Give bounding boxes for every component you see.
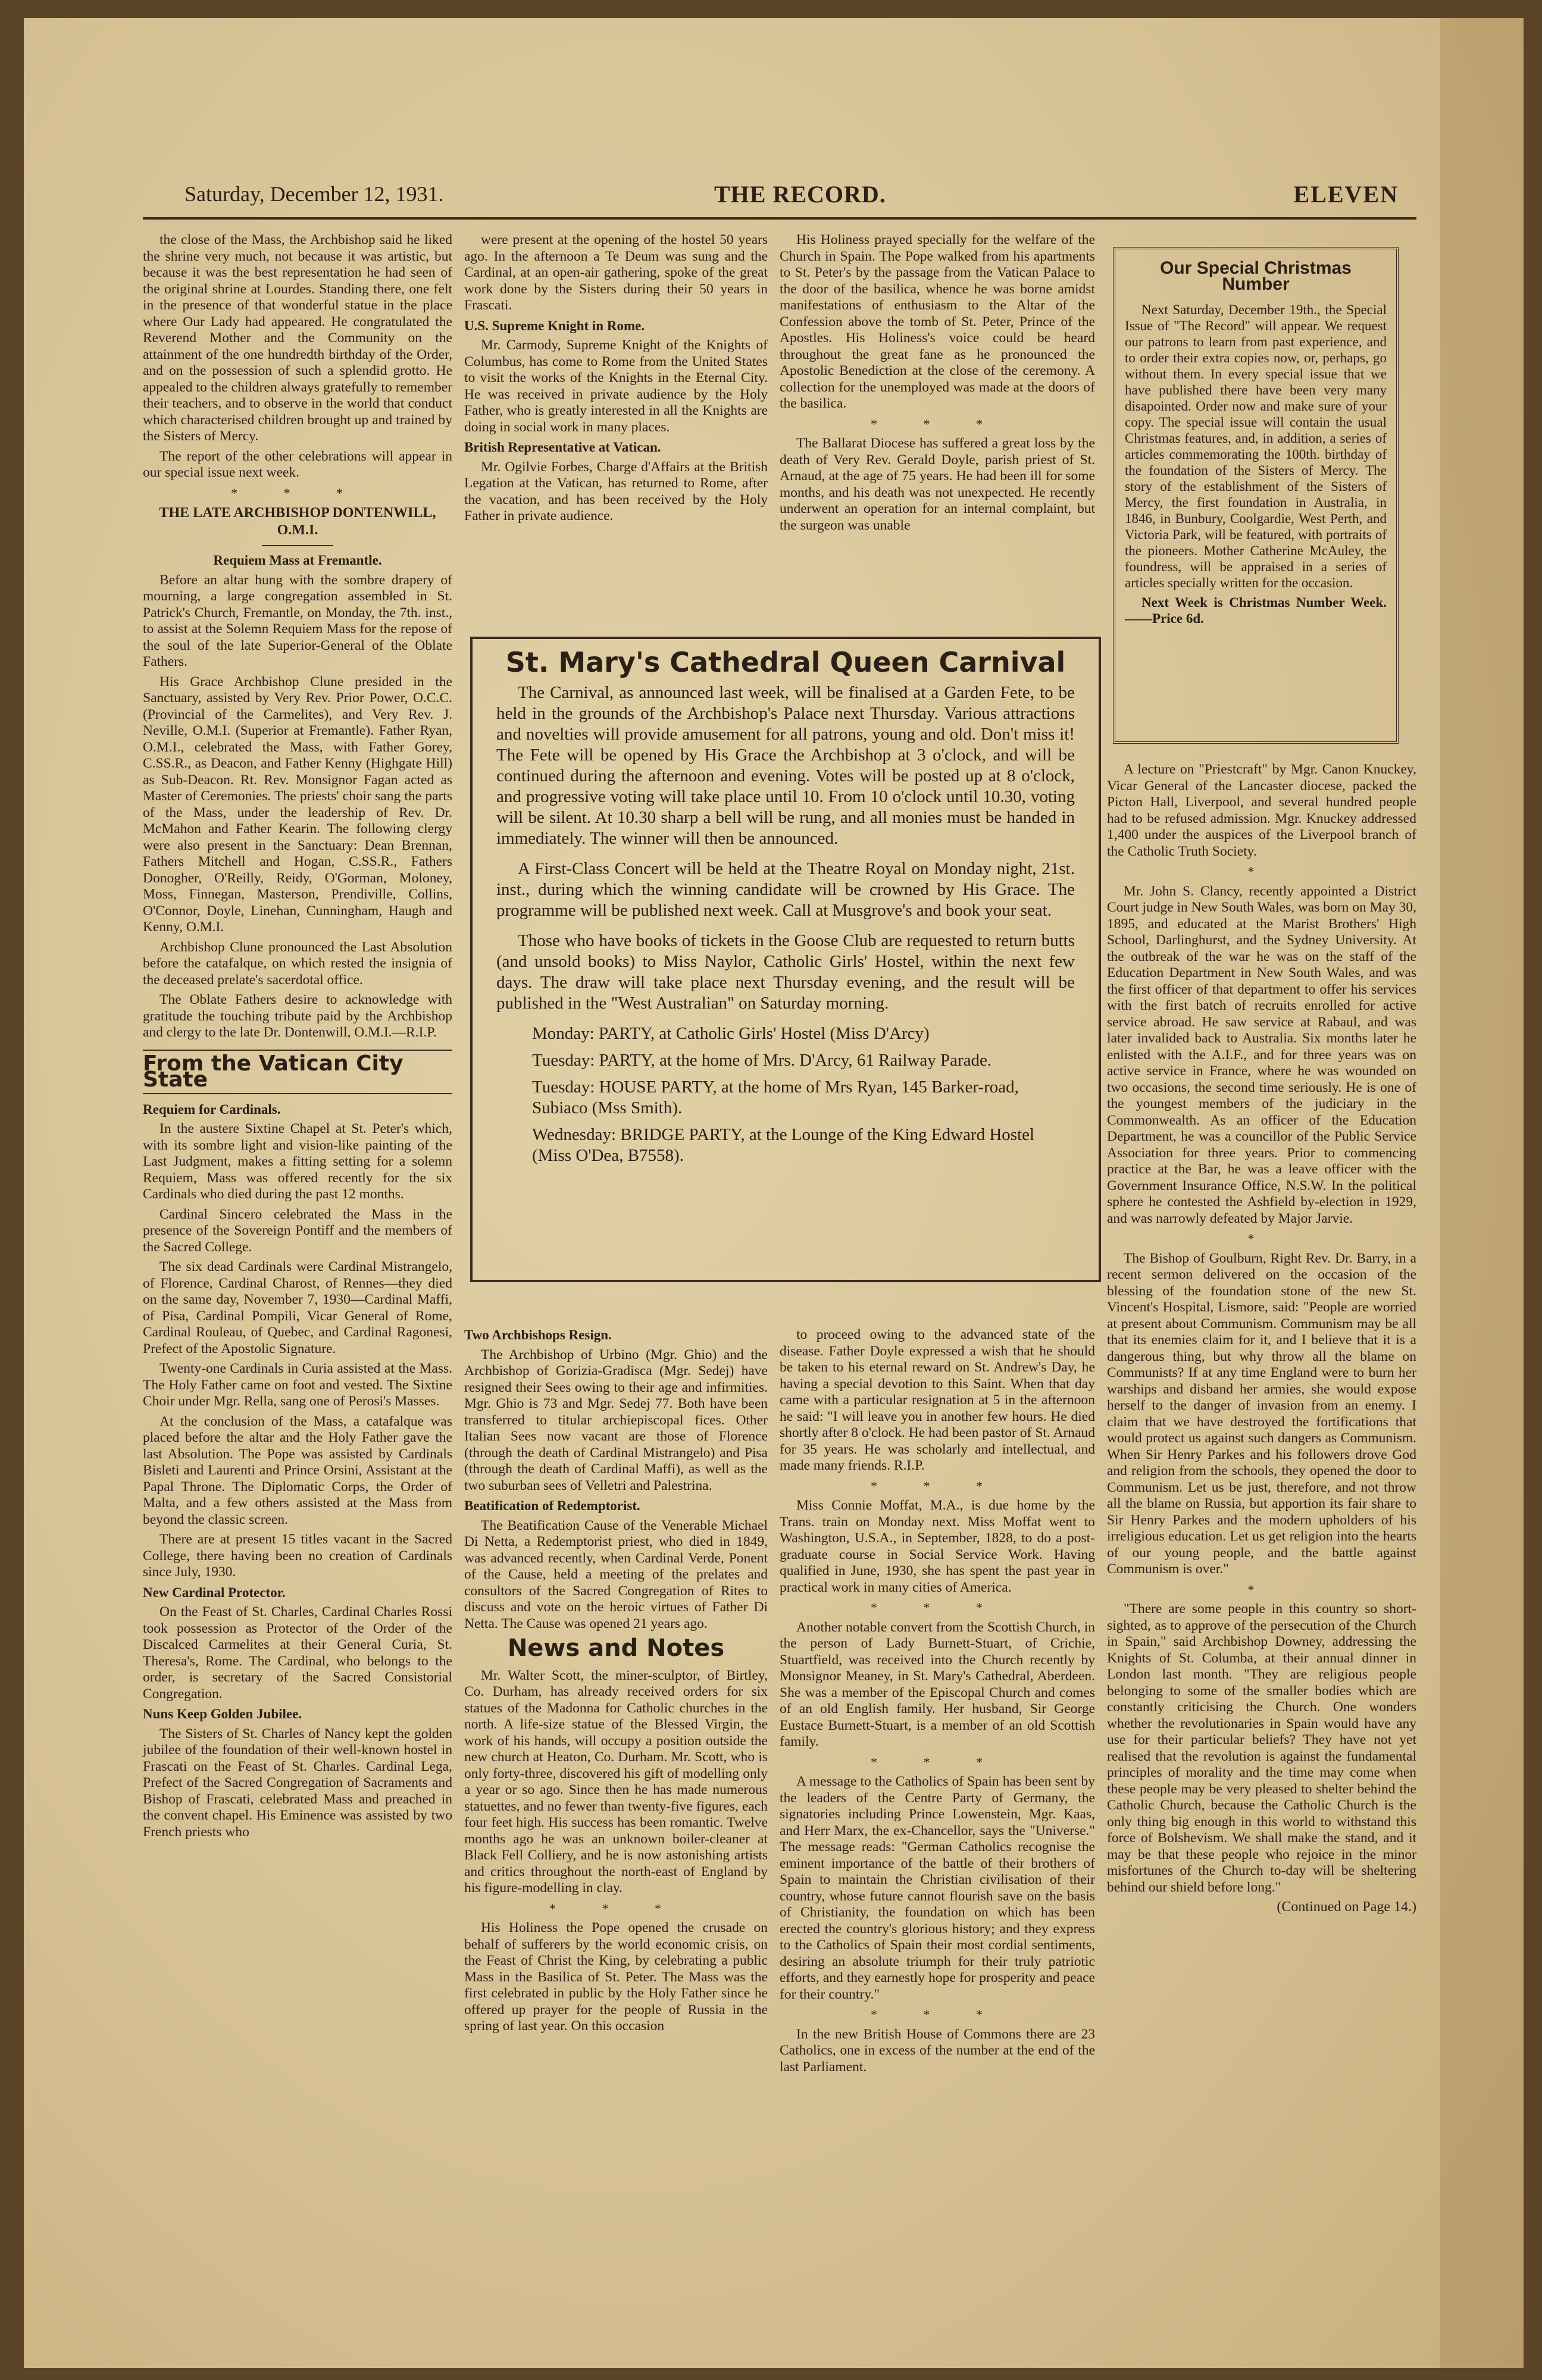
column-3-bottom — [780, 1327, 1095, 2079]
section-separator: * * * — [231, 485, 364, 500]
article-subheading: Requiem for Cardinals. — [143, 1101, 281, 1117]
section-separator: * — [1247, 1582, 1276, 1597]
article-paragraph: were present at the opening of the hostel 50 years ago. In the afternoon a Te Deum was sung and the Cardinal, at an open-air gathering, spoke of the great work done by the Sisters during their 50 years in Frascati. — [464, 232, 768, 313]
vatican-section-heading: From the Vatican City State — [143, 1050, 452, 1094]
article-heading: THE LATE ARCHBISHOP DONTENWILL, O.M.I. — [159, 505, 436, 538]
article-paragraph: A message to the Catholics of Spain has been sent by the leaders of the Centre Party of Germany, the signatories including Prince Lowenstein, Mgr. Kaas, and Herr Marx, the ex-Chancellor, says the "Universe." The message reads: "German Catholics recognise the eminent importance of the battle of their brothers of Spain to maintain the Christian civilisation of their country, whose future cannot flourish save on the basis of Christianity, the foundation on which has been erected the country's glorious history; and they express to the Catholics of Spain their most cordial sentiments, desiring an absolute triumph for their truly patriotic efforts, and they earnestly hope for prosperity and peace for their country." — [780, 1774, 1095, 2002]
article-paragraph: Twenty-one Cardinals in Curia assisted at the Mass. The Holy Father came on foot and vested. The Sixtine Choir under Mgr. Rella, sang one of Perosi's Masses. — [143, 1361, 452, 1409]
box-paragraph: Next Saturday, December 19th., the Special Issue of "The Record" will appear. We request our patrons to learn from past experience, and to order their extra copies now, or, perhaps, go without them. In every special issue that we have published there have been very many disapointed. Order now and make sure of your copy. The special issue will contain the usual Christmas features, and, in addition, a series of articles commemorating the 100th. birthday of the foundation of the Sisters of Mercy. The story of the establishment of the Sisters of Mercy, the first foundation in Australia, in 1846, in Bunbury, Coolgardie, West Perth, and Victoria Park, will be featured, with portraits of the pioneers. Mother Catherine McAuley, the foundress, will be appraised in a series of articles specially written for the occasion. — [1125, 302, 1387, 590]
article-paragraph: The report of the other celebrations will appear in our special issue next week. — [143, 448, 452, 480]
section-separator: * * * — [549, 1900, 683, 1916]
carnival-paragraph: Those who have books of tickets in the Goose Club are requested to return butts (and unsold books) to Miss Naylor, Catholic Girls' Hostel, within the next few days. The draw will take place next Thursday evening, and the result will be published in the "West Australian" on Saturday morning. — [496, 931, 1075, 1013]
masthead: THE RECORD. — [714, 181, 886, 208]
article-paragraph: The six dead Cardinals were Cardinal Mistrangelo, of Florence, Cardinal Charost, of Rennes—they died on the same day, November 7, 1930—Cardinal Maffi, of Pisa, Cardinal Pompili, Vicar General of Rome, Cardinal Rouleau, of Quebec, and Cardinal Ragonesi, Prefect of the Apostolic Signature. — [143, 1259, 452, 1357]
article-paragraph: Mr. Carmody, Supreme Knight of the Knights of Columbus, has come to Rome from the United States to visit the works of the Knights in the Eternal City. He was received in private audience by the Holy Father, who is greatly interested in all the Knights are doing in social work in many places. — [464, 337, 768, 435]
section-separator: * * * — [871, 1478, 1004, 1493]
box-title: Our Special Christmas Number — [1160, 258, 1352, 294]
page-binding-shadow — [1440, 18, 1524, 2368]
column-3-top — [780, 232, 1095, 537]
article-subheading: Requiem Mass at Fremantle. — [213, 553, 382, 568]
article-paragraph: Mr. Ogilvie Forbes, Charge d'Affairs at the British Legation at the Vatican, has returned to Rome, after the vacation, and has been received by the Holy Father in private audience. — [464, 459, 768, 524]
article-subheading: Two Archbishops Resign. — [464, 1327, 612, 1342]
page-number: ELEVEN — [1293, 181, 1399, 208]
section-separator: * — [1247, 1231, 1276, 1246]
article-paragraph: There are at present 15 titles vacant in the Sacred College, there having been no creation of Cardinals since July, 1930. — [143, 1532, 452, 1580]
continued-note: (Continued on Page 14.) — [1277, 1899, 1416, 1915]
article-paragraph: At the conclusion of the Mass, a catafalque was placed before the altar and the Holy Father gave the last Absolution. The Pope was assisted by Cardinals Bisleti and Laurenti and Prince Orsini, Assistant at the Papal Throne. The Diplomatic Corps, the Order of Malta, and a few others assisted at the Mass from beyond the classic screen. — [143, 1413, 452, 1527]
article-subheading: British Representative at Vatican. — [464, 440, 661, 455]
article-subheading: U.S. Supreme Knight in Rome. — [464, 318, 645, 333]
column-2-top — [464, 232, 768, 528]
article-subheading: Beatification of Redemptorist. — [464, 1498, 640, 1513]
article-paragraph: The Sisters of St. Charles of Nancy kept the golden jubilee of the foundation of their well-known hostel in Frascati on the Feast of St. Charles. Cardinal Lega, Prefect of the Sacred Congregation of Sacraments and Bishop of Frascati, celebrated Mass and preached in the convent chapel. His Eminence was assisted by two French priests who — [143, 1726, 452, 1840]
carnival-event: Monday: PARTY, at Catholic Girls' Hostel (Miss D'Arcy) — [532, 1024, 930, 1043]
section-separator: * * * — [871, 416, 1004, 431]
article-paragraph: His Holiness prayed specially for the welfare of the Church in Spain. The Pope walked from his apartments to St. Peter's by the passage from the Vatican Palace to the door of the basilica, whence he was borne amidst manifestations of enthusiasm to the Altar of the Confession above the tomb of St. Peter, Prince of the Apostles. His Holiness's voice could be heard throughout the great fane as he pronounced the Apostolic Benediction at the close of the ceremony. A collection for the unemployed was made at the doors of the basilica. — [780, 232, 1095, 411]
article-subheading: New Cardinal Protector. — [143, 1584, 286, 1600]
article-paragraph: Mr. John S. Clancy, recently appointed a District Court judge in New South Wales, was born on May 30, 1895, and educated at the Marist Brothers' High School, Darlinghurst, and the Sydney University. At the outbreak of the war he was on the staff of the Education Department in New South Wales, and was the first officer of that department to offer his services with the first batch of recruits enrolled for active service abroad. He saw service at Rabaul, and was later invalided back to Australia. Six months later he enlisted with the A.I.F., and for three years was on active service in France, where he was wounded on two occasions, the second time seriously. He is one of the youngest members of the judiciary in the Commonwealth. As an officer of the Education Department, he was a councillor of the Public Service Association for three years. Prior to commencing practice at the Bar, he was a leave officer with the Government Insurance Office, N.S.W. In the political sphere he contested the Ashfield by-election in 1929, and was narrowly defeated by Major Jarvie. — [1107, 883, 1416, 1226]
article-paragraph: The Beatification Cause of the Venerable Michael Di Netta, a Redemptorist priest, who died in 1849, was advanced recently, when Cardinal Verde, Ponent of the Cause, held a meeting of the prelates and consultors of the Sacred Congregation of Rites to discuss and vote on the heroic virtues of Father Di Netta. The Cause was opened 21 years ago. — [464, 1517, 768, 1631]
carnival-paragraph: The Carnival, as announced last week, will be finalised at a Garden Fete, to be held in the grounds of the Archbishop's Palace next Thursday. Various attractions and novelties will provide amusement for all patrons, young and old. Don't miss it! The Fete will be opened by His Grace the Archbishop at 3 o'clock, and will be continued during the afternoon and evening. Votes will be posted up at 8 o'clock, and progressive voting will take place until 10. From 10 o'clock until 10.30, voting will be silent. At 10.30 sharp a bell will be rung, and all monies must be handed in immediately. The winner will then be announced. — [496, 683, 1075, 848]
section-separator: * * * — [871, 1754, 1004, 1770]
carnival-event: Wednesday: BRIDGE PARTY, at the Lounge of the King Edward Hostel (Miss O'Dea, B7558). — [532, 1125, 1035, 1165]
article-paragraph: On the Feast of St. Charles, Cardinal Charles Rossi took possession as Protector of the Order of the Discalced Carmelites at their General Curia, St. Theresa's, Rome. The Cardinal, who belongs to the order, is secretary of the Sacred Consistorial Congregation. — [143, 1604, 452, 1702]
article-paragraph: His Grace Archbishop Clune presided in the Sanctuary, assisted by Very Rev. Prior Power, O.C.C. (Provincial of the Carmelites), and Very Rev. J. Neville, O.M.I. (Superior at Fremantle). Father Ryan, O.M.I., celebrated the Mass, with Father Gorey, C.SS.R., as Deacon, and Father Kenny (Highgate Hill) as Sub-Deacon. Rt. Rev. Monsignor Fagan acted as Master of Ceremonies. The priests' choir sang the parts of the Mass, under the leadership of Rev. Dr. McMahon and Father Kearin. The following clergy were also present in the Sanctuary: Dean Brennan, Fathers Mitchell and Hogan, C.SS.R., Fathers Donogher, O'Reilly, Reidy, O'Gorman, Moloney, Moss, Finnegan, Masterson, Prendiville, Collins, O'Connor, Doyle, Linehan, Cunningham, Haugh and Kenny, O.M.I. — [143, 674, 452, 935]
article-paragraph: Miss Connie Moffat, M.A., is due home by the Trans. train on Monday next. Miss Moffat went to Washington, U.S.A., in September, 1828, to do a post-graduate course in Social Service Work. Having qualified in June, 1930, she has spent the past year in practical work in many cities of America. — [780, 1498, 1095, 1595]
divider — [262, 545, 333, 546]
page-header — [143, 170, 1416, 220]
article-paragraph: the close of the Mass, the Archbishop said he liked the shrine very much, not because it was artistic, but because it was the best representation he had seen of the original shrine at Lourdes. Standing there, one felt in the presence of that wonderful statue in the place where Our Lady had appeared. He congratulated the Reverend Mother and the Community on the attainment of the one hundredth birthday of the Order, and on the possession of such a splendid grotto. He appealed to the children always gratefully to remember their teachers, and to observe in the world that conduct which characterised children brought up and trained by the Sisters of Mercy. — [143, 232, 452, 444]
article-paragraph: Cardinal Sincero celebrated the Mass in the presence of the Sovereign Pontiff and the members of the Sacred College. — [143, 1206, 452, 1255]
news-and-notes-heading: News and Notes — [507, 1634, 725, 1662]
article-paragraph: The Oblate Fathers desire to acknowledge with gratitude the touching tribute paid by the Archbishop and clergy to the late Dr. Dontenwill, O.M.I.—R.I.P. — [143, 992, 452, 1040]
article-paragraph: His Holiness the Pope opened the crusade on behalf of sufferers by the world economic crisis, on the Feast of Christ the King, by celebrating a public Mass in the Basilica of St. Peter. The Mass was the first celebrated in public by the Holy Father since he offered up prayer for the people of Russia in the spring of last year. On this occasion — [464, 1920, 768, 2034]
issue-date: Saturday, December 12, 1931. — [184, 182, 444, 206]
article-paragraph: In the austere Sixtine Chapel at St. Peter's which, with its sombre light and vision-like painting of the Last Judgment, makes a fitting setting for a solemn Requiem, Mass was offered recently for the six Cardinals who died during the past 12 months. — [143, 1121, 452, 1202]
article-paragraph: Archbishop Clune pronounced the Last Absolution before the catafalque, on which rested the insignia of the deceased prelate's sacerdotal office. — [143, 939, 452, 988]
column-4 — [1107, 762, 1416, 1919]
carnival-box — [470, 637, 1101, 1282]
carnival-event: Tuesday: HOUSE PARTY, at the home of Mrs Ryan, 145 Barker-road, Subiaco (Mss Smith). — [532, 1078, 1019, 1117]
article-paragraph: The Bishop of Goulburn, Right Rev. Dr. Barry, in a recent sermon delivered on the occasion of the blessing of the foundation stone of the new St. Vincent's Hospital, Lismore, said: "People are worried at present about Communism. Communism may be all that its enemies claim for it, and I believe that it is a dangerous thing, but why throw all the blame on Communists? If at any time England were to burn her warships and disband her armies, she would expose herself to the danger of invasion from an enemy. I claim that we have destroyed the fortifications that would protect us against such dangers as Communism. When Sir Henry Parkes and his followers drove God and religion from the schools, they opened the door to Communism. Let us be just, therefore, and not throw all the blame on Russia, but apportion its fair share to Sir Henry Parkes and the modern upholders of his irreligious education. Let us get religion into the hearts of our young people, and the battle against Communism is over." — [1107, 1250, 1416, 1577]
article-subheading: Nuns Keep Golden Jubilee. — [143, 1706, 302, 1721]
section-separator: * — [1247, 864, 1276, 879]
column-2-bottom — [464, 1327, 768, 2038]
column-1 — [143, 232, 452, 1844]
carnival-paragraph: A First-Class Concert will be held at the Theatre Royal on Monday night, 21st. inst., during which the winning candidate will be crowned by His Grace. The programme will be published next week. Call at Musgrove's and book your seat. — [496, 859, 1075, 920]
article-paragraph: Another notable convert from the Scottish Church, in the person of Lady Burnett-Stuart, of Crichie, Stuartfield, was received into the Church recently by Monsignor Meaney, in St. Mary's Cathedral, Aberdeen. She was a member of the Episcopal Church and comes of an old English family. Her husband, Sir George Eustace Burnett-Stuart, is a member of an old Scottish family. — [780, 1619, 1095, 1749]
section-separator: * * * — [871, 1600, 1004, 1615]
article-paragraph: The Archbishop of Urbino (Mgr. Ghio) and the Archbishop of Gorizia-Gradisca (Mgr. Sedej) have resigned their Sees owing to their age and infirmities. Mgr. Ghio is 73 and Mgr. Sedej 77. Both have been transferred to titular archiepiscopal fices. Other Italian Sees now vacant are those of Florence (through the death of Cardinal Mistrangelo) and Pisa (through the death of Cardinal Maffi), as well as the two suburban sees of Velletri and Palestrina. — [464, 1346, 768, 1493]
carnival-event: Tuesday: PARTY, at the home of Mrs. D'Arcy, 61 Railway Parade. — [532, 1051, 992, 1070]
article-paragraph: The Ballarat Diocese has suffered a great loss by the death of Very Rev. Gerald Doyle, parish priest of St. Arnaud, at the age of 75 years. He had been ill for some months, and his death was not unexpected. He recently underwent an operation for an internal complaint, but the surgeon was unable — [780, 436, 1095, 533]
box-price-note: Next Week is Christmas Number Week.——Price 6d. — [1125, 595, 1387, 626]
article-paragraph: Before an altar hung with the sombre drapery of mourning, a large congregation assembled in St. Patrick's Church, Fremantle, on Monday, the 7th. inst., to assist at the Solemn Requiem Mass for the repose of the soul of the late Superior-General of the Oblate Fathers. — [143, 572, 452, 669]
article-paragraph: A lecture on "Priestcraft" by Mgr. Canon Knuckey, Vicar General of the Lancaster diocese, packed the Picton Hall, Liverpool, and several hundred people had to be refused admission. Mgr. Knuckey addressed 1,400 under the auspices of the Liverpool branch of the Catholic Truth Society. — [1107, 762, 1416, 859]
carnival-title: St. Mary's Cathedral Queen Carnival — [505, 646, 1066, 678]
article-paragraph: to proceed owing to the advanced state of the disease. Father Doyle expressed a wish that he should be taken to his eternal reward on St. Andrew's Day, he having a special devotion to this Saint. When that day came with a particular resignation at 5 in the afternoon he said: "I will leave you in another few hours. He died shortly after 8 o'clock. He had been pastor of St. Arnaud for 35 years. He was scholarly and intellectual, and made many friends. R.I.P. — [780, 1327, 1095, 1473]
article-paragraph: In the new British House of Commons there are 23 Catholics, one in excess of the number at the end of the last Parliament. — [780, 2026, 1095, 2075]
article-paragraph: "There are some people in this country so short-sighted, as to approve of the persecution of the Church in Spain," said Archbishop Downey, addressing the Knights of St. Columba, at their annual dinner in London last month. "They are religious people belonging to some of the smaller bodies which are constantly criticising the Church. One wonders whether the revolutionaries in Spain would have any use for their particular beliefs? They have not yet realised that the revolution is against the fundamental principles of morality and the time may come when these people may be very pleased to shelter behind the Catholic Church, because the Catholic Church is the only thing big enough in this world to withstand this force of Bolshevism. We shall make the stand, and it may be that these people who rejoice in the minor misfortunes of the Church to-day will be sheltering behind our shield before long." — [1107, 1601, 1416, 1895]
special-christmas-box — [1113, 247, 1399, 744]
article-paragraph: Mr. Walter Scott, the miner-sculptor, of Birtley, Co. Durham, has already received orders for six statues of the Madonna for Catholic churches in the north. A life-size statue of the Blessed Virgin, the work of his hands, will occupy a position outside the new church at Heaton, Co. Durham. Mr. Scott, who is only forty-three, discovered his gift of modelling only a year or so ago. Since then he has made numerous statuettes, and no fewer than twenty-five figures, each four feet high. His success has been romantic. Twelve months ago he was an unknown boiler-cleaner at Black Fell Colliery, and he is now astonishing artists and critics throughout the north-east of England by his figure-modelling in clay. — [464, 1667, 768, 1896]
newspaper-page — [24, 18, 1524, 2368]
section-separator: * * * — [871, 2007, 1004, 2022]
